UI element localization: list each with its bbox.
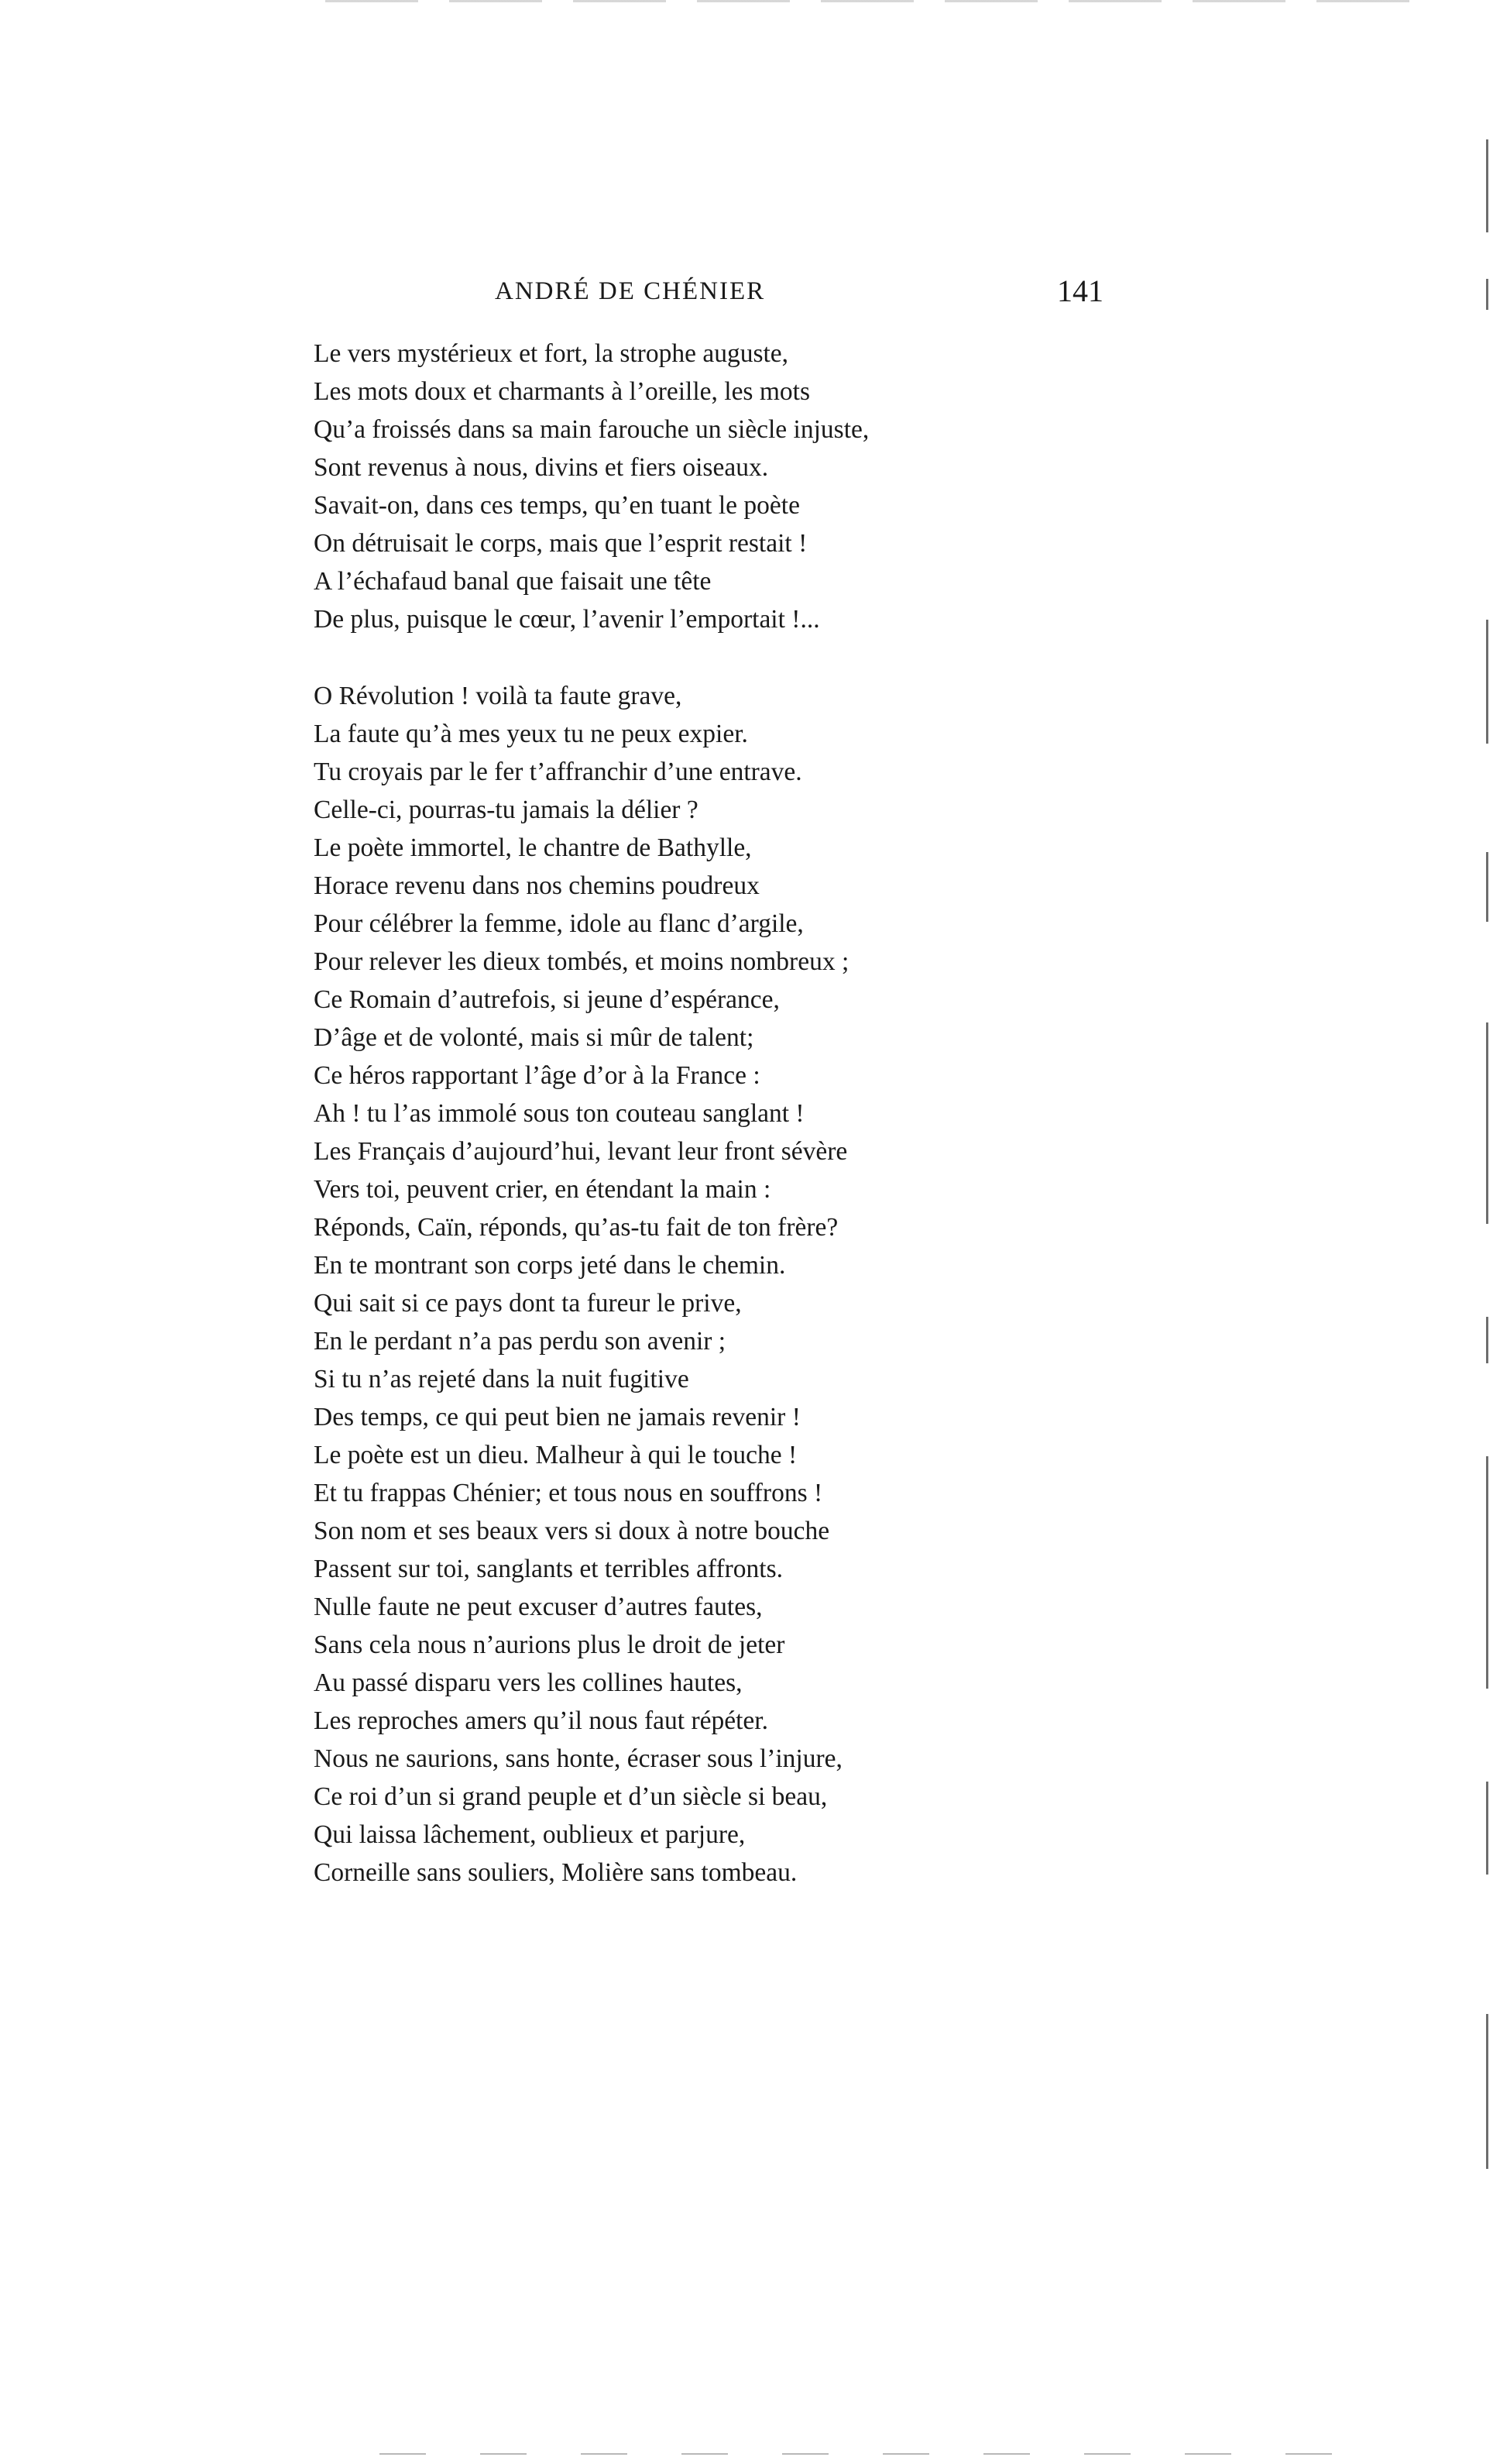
verse-line: Qu’a froissés dans sa main farouche un siècle injuste,: [314, 415, 870, 444]
verse-line: Celle-ci, pourras-tu jamais la délier ?: [314, 796, 698, 824]
verse-line: D’âge et de volonté, mais si mûr de talent;: [314, 1023, 754, 1052]
stanza-1: [314, 335, 1119, 638]
verse-line: Le vers mystérieux et fort, la strophe auguste,: [314, 339, 789, 368]
verse-line: Pour relever les dieux tombés, et moins nombreux ;: [314, 947, 849, 976]
verse-line: Les Français d’aujourd’hui, levant leur front sévère: [314, 1137, 848, 1166]
verse-line: O Révolution ! voilà ta faute grave,: [314, 682, 682, 710]
verse-line: Les reproches amers qu’il nous faut répéter.: [314, 1706, 768, 1735]
verse-line: Vers toi, peuvent crier, en étendant la main :: [314, 1175, 771, 1204]
verse-line: Des temps, ce qui peut bien ne jamais revenir !: [314, 1403, 801, 1431]
verse-line: Qui laissa lâchement, oublieux et parjure,: [314, 1820, 746, 1849]
verse-line: Le poète est un dieu. Malheur à qui le touche !: [314, 1441, 798, 1469]
verse-line: Réponds, Caïn, réponds, qu’as-tu fait de ton frère?: [314, 1213, 839, 1242]
verse-line: En le perdant n’a pas perdu son avenir ;: [314, 1327, 726, 1356]
verse-line: A l’échafaud banal que faisait une tête: [314, 567, 712, 596]
verse-line: Ah ! tu l’as immolé sous ton couteau sanglant !: [314, 1099, 805, 1128]
verse-line: Nulle faute ne peut excuser d’autres fautes,: [314, 1593, 763, 1621]
verse-line: Ce Romain d’autrefois, si jeune d’espérance,: [314, 985, 780, 1014]
verse-line: Au passé disparu vers les collines hautes,: [314, 1668, 743, 1697]
verse-line: De plus, puisque le cœur, l’avenir l’emportait !...: [314, 605, 820, 634]
verse-line: Sont revenus à nous, divins et fiers oiseaux.: [314, 453, 769, 482]
verse-line: Le poète immortel, le chantre de Bathylle,: [314, 833, 752, 862]
verse-line: En te montrant son corps jeté dans le chemin.: [314, 1251, 786, 1280]
running-header: [314, 273, 1103, 311]
verse-line: Qui sait si ce pays dont ta fureur le prive,: [314, 1289, 742, 1318]
running-title: ANDRÉ DE CHÉNIER: [495, 277, 766, 305]
verse-line: Savait-on, dans ces temps, qu’en tuant le poète: [314, 491, 800, 520]
scan-edge-artifact: [325, 0, 1425, 2]
verse-line: Tu croyais par le fer t’affranchir d’une entrave.: [314, 758, 802, 786]
verse-line: Les mots doux et charmants à l’oreille, les mots: [314, 377, 810, 406]
verse-line: Son nom et ses beaux vers si doux à notre bouche: [314, 1517, 830, 1545]
scan-edge-artifact: [379, 2453, 1347, 2455]
verse-line: Nous ne saurions, sans honte, écraser sous l’injure,: [314, 1744, 843, 1773]
verse-line: Horace revenu dans nos chemins poudreux: [314, 871, 760, 900]
verse-line: Ce roi d’un si grand peuple et d’un siècle si beau,: [314, 1782, 828, 1811]
verse-line: La faute qu’à mes yeux tu ne peux expier.: [314, 720, 748, 748]
stanza-2: [314, 677, 1119, 1892]
verse-line: Et tu frappas Chénier; et tous nous en souffrons !: [314, 1479, 823, 1507]
verse-line: Passent sur toi, sanglants et terribles affronts.: [314, 1555, 783, 1583]
poem-body: [314, 335, 1119, 1892]
page-edge: [1482, 0, 1493, 2464]
verse-line: Sans cela nous n’aurions plus le droit de jeter: [314, 1631, 785, 1659]
verse-line: Pour célébrer la femme, idole au flanc d’argile,: [314, 909, 804, 938]
verse-line: Ce héros rapportant l’âge d’or à la France :: [314, 1061, 760, 1090]
page-number: 141: [1057, 273, 1103, 308]
verse-line: On détruisait le corps, mais que l’esprit restait !: [314, 529, 808, 558]
verse-line: Corneille sans souliers, Molière sans tombeau.: [314, 1858, 798, 1887]
verse-line: Si tu n’as rejeté dans la nuit fugitive: [314, 1365, 689, 1394]
